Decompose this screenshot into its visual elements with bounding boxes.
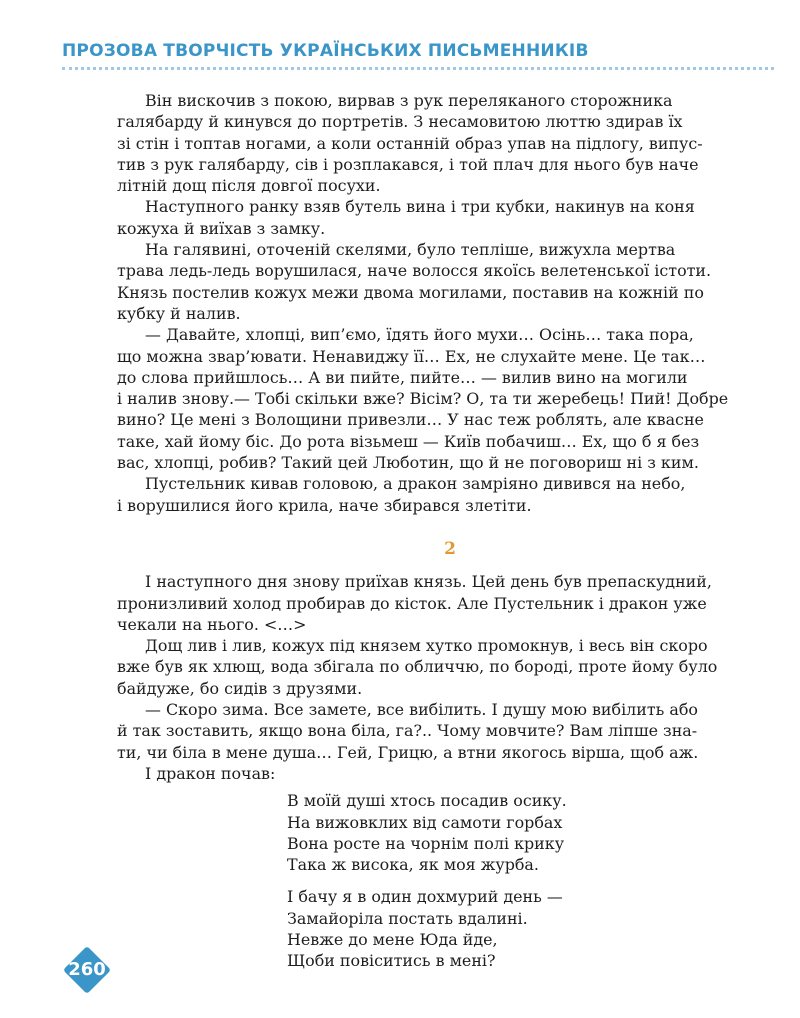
text-line: На галявині, оточеній скелями, було тепліше, вижухла мертва (145, 240, 676, 260)
text-line: Наступного ранку взяв бутель вина і три кубки, накинув на коня (145, 197, 695, 217)
poem-line: І бачу я в один дохмурий день — (287, 887, 563, 907)
poem-line: Невже до мене Юда йде, (287, 929, 498, 949)
text-line: Він вискочив з покою, вирвав з рук переляканого сторожника (145, 91, 673, 110)
poem-line: На вижовклих від самоти горбах (287, 812, 563, 832)
text-line: І дракон почав: (145, 763, 276, 783)
text-line: літній дощ після довгої посухи. (117, 176, 381, 196)
text-line: кубку й налив. (117, 303, 241, 323)
poem-line: В моїй душі хтось посадив осику. (287, 791, 567, 811)
text-line: пронизливий холод пробирав до кісток. Але Пустельник і дракон уже (117, 593, 707, 613)
text-line: — Скоро зима. Все замете, все вибілить. І душу мою вибілить або (145, 700, 698, 720)
poem-stanza-1 (287, 790, 783, 875)
poem-stanza-2 (287, 886, 783, 971)
text-line: до слова прийшлось… А ви пийте, пийте… — вилив вино на могили (117, 367, 688, 387)
text-line: і ворушилися його крила, наче збирався злетіти. (117, 495, 532, 515)
page-number-badge (63, 946, 111, 994)
text-line: тив з рук галябарду, сів і розплакався, і той плач для нього був наче (117, 154, 699, 174)
text-line: й так зоставить, якщо вона біла, га?.. Чому мовчите? Вам ліпше зна- (117, 721, 698, 741)
running-header: ПРОЗОВА ТВОРЧІСТЬ УКРАЇНСЬКИХ ПИСЬМЕННИКІВ (62, 41, 589, 61)
poem-line: Замайоріла постать вдалині. (287, 908, 528, 928)
text-line: вже був як хлющ, вода збігала по обличчю, по бороді, проте йому було (117, 657, 718, 677)
text-line: Дощ лив і лив, кожух під князем хутко промокнув, і весь він скоро (145, 636, 708, 656)
text-line: ти, чи біла в мене душа… Гей, Грицю, а втни якогось вірша, щоб аж. (117, 742, 699, 762)
text-line: вас, хлопці, робив? Такий цей Люботин, що й не поговориш ні з ким. (117, 453, 699, 473)
page-number: 260 (68, 959, 106, 980)
text-block-part-1 (117, 90, 783, 516)
text-line: що можна звар’ювати. Ненавиджу її… Ех, не слухайте мене. Це так… (117, 346, 706, 366)
poem (287, 790, 783, 971)
text-line: і налив знову.— Тобі скільки вже? Вісім? О, та ти жеребець! Пий! Добре (117, 389, 729, 409)
text-line: Князь постелив кожух межи двома могилами, поставив на кожній по (117, 282, 704, 302)
text-line: кожуха й виїхав з замку. (117, 218, 326, 238)
poem-line: Вона росте на чорнім полі крику (287, 833, 565, 853)
poem-line: Щоби повіситись в мені? (287, 951, 496, 971)
poem-line: Така ж висока, як моя журба. (287, 855, 539, 875)
text-line: вино? Це мені з Волощини привезли… У нас теж роблять, але квасне (117, 410, 704, 430)
text-line: чекали на нього. <…> (117, 614, 307, 634)
text-block-part-2 (117, 571, 783, 784)
main-text (117, 90, 783, 983)
text-line: галябарду й кинувся до портретів. З несамовитою люттю здирав їх (117, 112, 683, 132)
text-line: байдуже, бо сидів з друзями. (117, 678, 363, 698)
text-line: таке, хай йому біс. До рота візьмеш — Київ побачиш… Ех, що б я без (117, 431, 700, 451)
text-line: — Давайте, хлопці, вип’ємо, їдять його мухи… Осінь… така пора, (145, 325, 694, 345)
header-dotted-rule (62, 67, 774, 70)
text-line: І наступного дня знову приїхав князь. Цей день був препаскудний, (145, 572, 712, 592)
text-line: Пустельник кивав головою, а дракон замріяно дивився на небо, (145, 474, 686, 494)
text-line: трава ледь-ледь ворушилася, наче волосся якоїсь велетенської істоти. (117, 261, 712, 281)
section-number: 2 (444, 538, 456, 559)
text-line: зі стін і топтав ногами, а коли останній образ упав на підлогу, випус- (117, 133, 703, 153)
